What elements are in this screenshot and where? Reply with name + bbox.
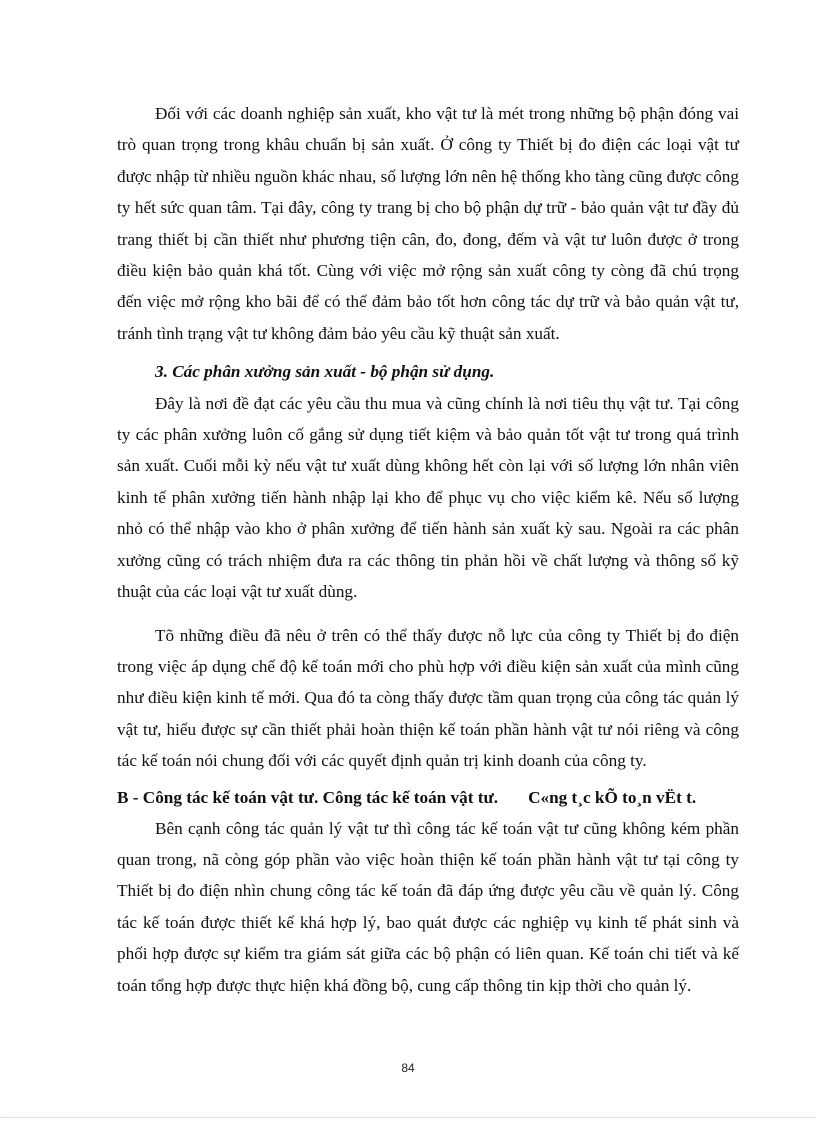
section-heading-b-text: B - Công tác kế toán vật tư. Công tác kế toán vật tư. bbox=[117, 787, 499, 807]
page-body bbox=[117, 98, 739, 1001]
page-bottom-divider bbox=[0, 1117, 816, 1118]
subheading-workshops: 3. Các phân xưởng sản xuất - bộ phận sử dụng. bbox=[155, 362, 495, 382]
paragraph-conclusion: Tõ những điều đã nêu ở trên có thể thấy được nỗ lực của công ty Thiết bị đo điện trong việc áp dụng chế độ kế toán mới cho phù hợp với điều kiện sản xuất của mình cũng như điều kiện kinh tế mới. Qua đó ta còng thấy được tầm quan trọng của công tác quản lý vật tư, hiểu được sự cần thiết phải hoàn thiện kế toán phần hành vật tư nói riêng và công tác kế toán nói chung đối với các quyết định quản trị kinh doanh của công ty. bbox=[117, 625, 739, 771]
paragraph-accounting: Bên cạnh công tác quản lý vật tư thì công tác kế toán vật tư cũng không kém phần quan trong, nã còng góp phần vào việc hoàn thiện kế toán phần hành vật tư tại công ty Thiết bị đo điện nhìn chung công tác kế toán đã đáp ứng được yêu cầu về quản lý. Công tác kế toán được thiết kế khá hợp lý, bao quát được các nghiệp vụ kinh tế phát sinh và phối hợp được sự kiểm tra giám sát giữa các bộ phận có liên quan. Kế toán chi tiết và kế toán tổng hợp được thực hiện khá đồng bộ, cung cấp thông tin kịp thời cho quản lý. bbox=[117, 818, 739, 995]
paragraph-workshops: Đây là nơi đề đạt các yêu cầu thu mua và cũng chính là nơi tiêu thụ vật tư. Tại công ty các phân xưởng luôn cố gắng sử dụng tiết kiệm và bảo quản tốt vật tư trong quá trình sản xuất. Cuối mỗi kỳ nếu vật tư xuất dùng không hết còn lại với số lượng lớn nhân viên kinh tế phân xưởng tiến hành nhập lại kho để phục vụ cho việc kiểm kê. Nếu số lượng nhỏ có thể nhập vào kho ở phân xưởng để tiến hành sản xuất kỳ sau. Ngoài ra các phân xưởng cũng có trách nhiệm đưa ra các thông tin phản hồi về chất lượng và thông số kỹ thuật của các loại vật tư xuất dùng. bbox=[117, 393, 739, 602]
page-number: 84 bbox=[401, 1061, 415, 1075]
section-heading-b-garbled: C«ng t¸c kÕ to¸n vËt t. bbox=[528, 787, 697, 807]
section-heading-b bbox=[117, 787, 739, 809]
paragraph-warehouse: Đối với các doanh nghiệp sản xuất, kho vật tư là mét trong những bộ phận đóng vai trò quan trọng trong khâu chuẩn bị sản xuất. Ở công ty Thiết bị đo điện các loại vật tư được nhập từ nhiều nguồn khác nhau, số lượng lớn nên hệ thống kho tàng cũng được công ty hết sức quan tâm. Tại đây, công ty trang bị cho bộ phận dự trữ - bảo quản vật tư đầy đủ trang thiết bị cần thiết như phương tiện cân, đo, đong, đếm và vật tư luôn được ở trong điều kiện bảo quản khá tốt. Cùng với việc mở rộng sản xuất công ty còng đã chú trọng đến việc mở rộng kho bãi để có thể đảm bảo tốt hơn công tác dự trữ và bảo quản vật tư, tránh tình trạng vật tư không đảm bảo yêu cầu kỹ thuật sản xuất. bbox=[117, 104, 739, 343]
